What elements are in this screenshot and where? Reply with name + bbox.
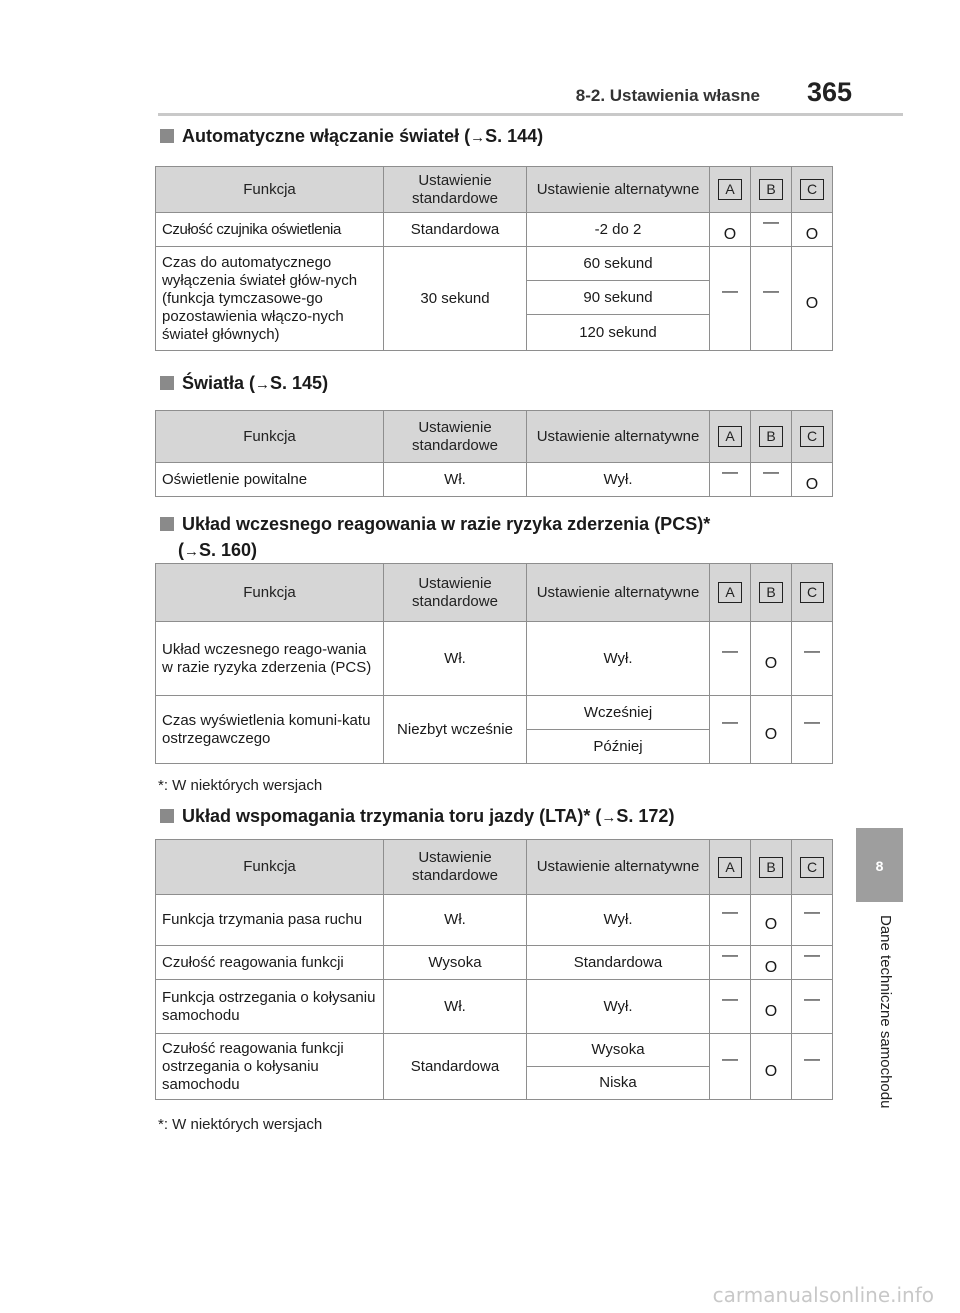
square-bullet-icon — [160, 517, 174, 531]
arrow-icon: → — [601, 809, 617, 826]
table-header-row: Funkcja Ustawienie standardowe Ustawienie alternatywne A B C — [156, 840, 833, 895]
table-row: Czułość czujnika oświetlenia Standardowa -2 do 2 O — O — [156, 213, 833, 247]
table-row: Układ wczesnego reago-wania w razie ryzyka zderzenia (PCS) Wł. Wył. — O — — [156, 622, 833, 696]
box-b-icon: B — [759, 582, 783, 603]
box-b-icon: B — [759, 179, 783, 200]
table-row: Oświetlenie powitalne Wł. Wył. — — O — [156, 463, 833, 497]
box-c-icon: C — [800, 179, 824, 200]
box-b-icon: B — [759, 426, 783, 447]
section-heading-auto-lights: Automatyczne włączanie świateł (→S. 144) — [160, 123, 543, 151]
arrow-icon: → — [184, 543, 199, 560]
arrow-icon: → — [255, 376, 271, 393]
table-row: Czas do automatycznego wyłączenia świateł głów-nych (funkcja tymczasowe-go pozostawienia włączo-nych świateł głównych) 30 sekund 60 sekund — — O — [156, 247, 833, 281]
box-c-icon: C — [800, 857, 824, 878]
chapter-label: Dane techniczne samochodu — [877, 915, 894, 1109]
table-row: Funkcja trzymania pasa ruchu Wł. Wył. — O — — [156, 895, 833, 946]
square-bullet-icon — [160, 376, 174, 390]
box-a-icon: A — [718, 179, 742, 200]
box-b-icon: B — [759, 857, 783, 878]
chapter-tab[interactable] — [856, 828, 903, 902]
table-header-row: Funkcja Ustawienie standardowe Ustawienie alternatywne A B C — [156, 167, 833, 213]
section-title: 8-2. Ustawienia własne — [575, 86, 760, 105]
section-heading-lta: Układ wspomagania trzymania toru jazdy (LTA)* (→S. 172) — [160, 803, 674, 831]
box-c-icon: C — [800, 582, 824, 603]
footnote: *: W niektórych wersjach — [158, 1116, 323, 1133]
footnote: *: W niektórych wersjach — [158, 777, 323, 794]
table-row: Funkcja ostrzegania o kołysaniu samochodu Wł. Wył. — O — — [156, 980, 833, 1034]
chapter-number: 8 — [875, 858, 884, 874]
arrow-icon: → — [470, 129, 486, 146]
box-a-icon: A — [718, 857, 742, 878]
page-header — [0, 0, 960, 120]
table-auto-lights: Funkcja Ustawienie standardowe Ustawienie alternatywne A B C Czułość czujnika oświetlenia Standardowa -2 do 2 O — O Czas do automatycznego wyłączenia świateł głów-nych (funkcja tymczasowe-go pozostawienia włączo-nych świateł głównych) 30 sekund 60 sekund — — O 90 sekund 120 sekund — [155, 166, 833, 351]
box-a-icon: A — [718, 426, 742, 447]
square-bullet-icon — [160, 809, 174, 823]
box-a-icon: A — [718, 582, 742, 603]
page-number: 365 — [806, 77, 852, 107]
watermark: carmanualsonline.info — [712, 1283, 934, 1307]
table-pcs: Funkcja Ustawienie standardowe Ustawienie alternatywne A B C Układ wczesnego reago-wania w razie ryzyka zderzenia (PCS) Wł. Wył. — O — Czas wyświetlenia komuni-katu ostrzegawczego Niezbyt wcześnie Wcześniej — O — Później — [155, 563, 833, 764]
section-heading-lights: Światła (→S. 145) — [160, 370, 328, 398]
table-row: Czas wyświetlenia komuni-katu ostrzegawczego Niezbyt wcześnie Wcześniej — O — — [156, 696, 833, 730]
box-c-icon: C — [800, 426, 824, 447]
table-lights — [155, 410, 833, 497]
table-header-row: Funkcja Ustawienie standardowe Ustawienie alternatywne A B C — [156, 564, 833, 622]
square-bullet-icon — [160, 129, 174, 143]
header-rule — [158, 113, 903, 116]
table-row: Czułość reagowania funkcji ostrzegania o kołysaniu samochodu Standardowa Wysoka — O — — [156, 1034, 833, 1067]
table-header-row: Funkcja Ustawienie standardowe Ustawienie alternatywne A B C — [156, 411, 833, 463]
table-lta: Funkcja Ustawienie standardowe Ustawienie alternatywne A B C Funkcja trzymania pasa ruchu Wł. Wył. — O — Czułość reagowania funkcji Wysoka Standardowa — O — Funkcja ostrzegania o kołysaniu samochodu Wł. Wył. — O — Czułość reagowania funkcji ostrzegania o kołysaniu samochodu Standardowa Wysoka — O — Niska — [155, 839, 833, 1100]
table-row: Czułość reagowania funkcji Wysoka Standardowa — O — — [156, 946, 833, 980]
section-heading-pcs: Układ wczesnego reagowania w razie ryzyka zderzenia (PCS)* (→S. 160) — [160, 511, 710, 565]
